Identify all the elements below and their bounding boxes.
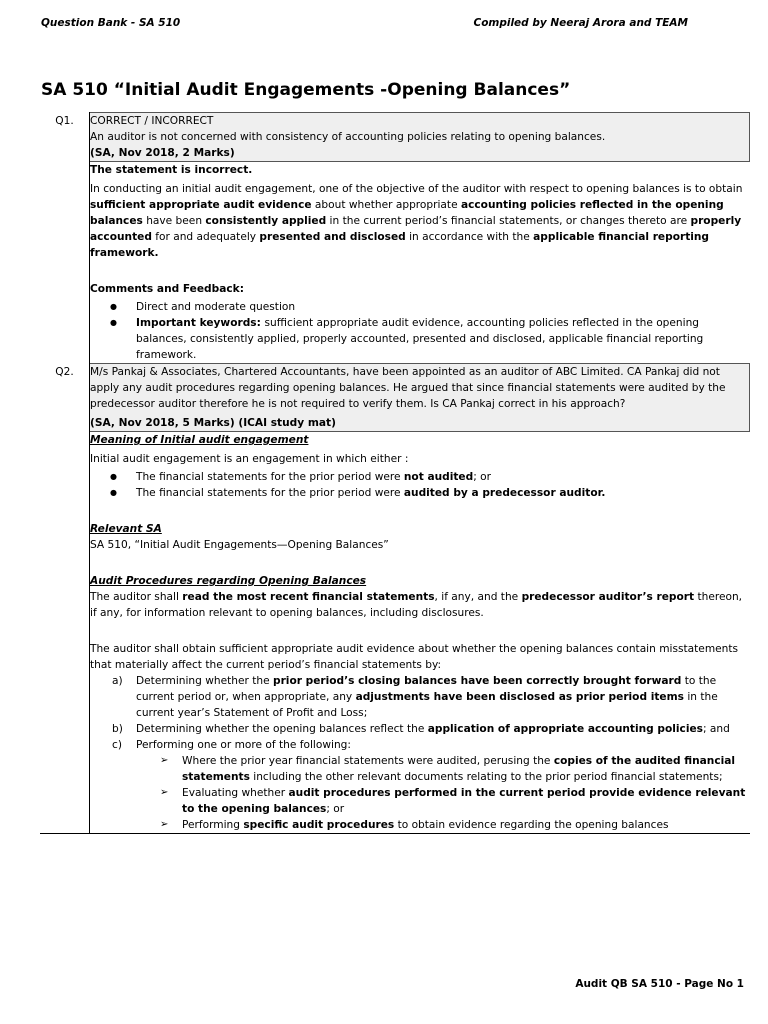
page-footer: Audit QB SA 510 - Page No 1 [575, 978, 744, 990]
q2-source: (SA, Nov 2018, 5 Marks) (ICAI study mat) [90, 417, 336, 429]
q1-number: Q1. [40, 113, 90, 162]
list-item: ● The financial statements for the prior period were audited by a predecessor auditor. [90, 485, 750, 501]
q1-text: An auditor is not concerned with consistency of accounting policies relating to opening balances. [90, 131, 606, 143]
header-right: Compiled by Neeraj Arora and TEAM [473, 17, 688, 29]
q2-answer-cell [90, 432, 750, 834]
q1-verdict: The statement is incorrect. [90, 164, 253, 176]
q1-type: CORRECT / INCORRECT [90, 115, 214, 127]
list-item: c) Performing one or more of the following: ➢ Where the prior year financial statements were audited, perusing the copies of the audited financial statements including the other relevant documents relating to the prior period financial statements; ➢ Evaluating whether audit procedures performed in the current period provide evidence relevant to the opening balances; or ➢ Performing specific audit procedures to obtain evidence regarding the opening balances [90, 737, 750, 833]
list-item: ● Direct and moderate question [90, 299, 750, 315]
section-heading-relevant-sa: Relevant SA [90, 523, 162, 535]
question-bank-table [40, 112, 750, 834]
list-item: a) Determining whether the prior period’s closing balances have been correctly brought forward to the current period or, when appropriate, any adjustments have been disclosed as prior period items in the current year’s Statement of Profit and Loss; [112, 675, 718, 719]
section-heading-meaning: Meaning of Initial audit engagement [90, 434, 309, 446]
q1-question-cell [90, 113, 750, 162]
q1-answer-cell [90, 162, 750, 364]
arrow-bullet-icon: ➢ [160, 819, 169, 830]
list-item: ➢ Performing specific audit procedures to obtain evidence regarding the opening balances [160, 819, 669, 831]
comments-list [90, 299, 750, 363]
q1-explanation: In conducting an initial audit engagement, one of the objective of the auditor with respect to opening balances is to obtain sufficient appropriate audit evidence about whether appropriate accounting policies reflected in the opening balances have been consistently applied in the current period’s financial statements, or changes thereto are properly accounted for and adequately presented and disclosed in accordance with the applicable financial reporting framework. [90, 183, 743, 259]
q1-question-row [40, 113, 750, 162]
q1-number-spacer [40, 162, 90, 364]
arrow-bullet-icon: ➢ [160, 755, 169, 766]
q2-text: M/s Pankaj & Associates, Chartered Accountants, have been appointed as an auditor of ABC Limited. CA Pankaj did not apply any audit procedures regarding opening balances. He argued that since financial statements were audited by the predecessor auditor therefore he is not required to verify them. Is CA Pankaj correct in his approach? [90, 366, 726, 410]
q2-number-spacer [40, 432, 90, 834]
list-item: ➢ Evaluating whether audit procedures performed in the current period provide evidence relevant to the opening balances; or [160, 787, 746, 815]
procedure-list [90, 673, 750, 833]
list-item: ● The financial statements for the prior period were not audited; or [90, 469, 750, 485]
q1-source: (SA, Nov 2018, 2 Marks) [90, 147, 235, 159]
list-item: ● Important keywords: sufficient appropriate audit evidence, accounting policies reflected in the opening balances, consistently applied, properly accounted, presented and disclosed, applicable financial reporting framework. [90, 315, 750, 363]
comments-heading: Comments and Feedback: [90, 283, 244, 295]
page-title: SA 510 “Initial Audit Engagements -Opening Balances” [41, 80, 571, 100]
relevant-sa-text: SA 510, “Initial Audit Engagements—Opening Balances” [90, 539, 389, 551]
q1-answer-row [40, 162, 750, 364]
procedure-paragraph-2: The auditor shall obtain sufficient appropriate audit evidence about whether the opening balances contain misstatements that materially affect the current period’s financial statements by: [90, 643, 739, 671]
list-item: b) Determining whether the opening balances reflect the application of appropriate accounting policies; and [112, 723, 730, 735]
arrow-bullet-icon: ➢ [160, 787, 169, 798]
section-heading-procedures: Audit Procedures regarding Opening Balances [90, 575, 367, 587]
q2-question-cell [90, 364, 750, 432]
meaning-text: Initial audit engagement is an engagement in which either : [90, 453, 409, 465]
procedure-paragraph-1: The auditor shall read the most recent financial statements, if any, and the predecessor auditor’s report thereon, if any, for information relevant to opening balances, including disclosures. [90, 591, 743, 619]
list-item: ➢ Where the prior year financial statements were audited, perusing the copies of the audited financial statements including the other relevant documents relating to the prior period financial statements; [160, 755, 736, 783]
meaning-list [90, 469, 750, 501]
sub-procedure-list [136, 753, 750, 833]
q2-number: Q2. [40, 364, 90, 432]
header-left: Question Bank - SA 510 [41, 17, 181, 29]
q2-answer-row [40, 432, 750, 834]
q2-question-row [40, 364, 750, 432]
